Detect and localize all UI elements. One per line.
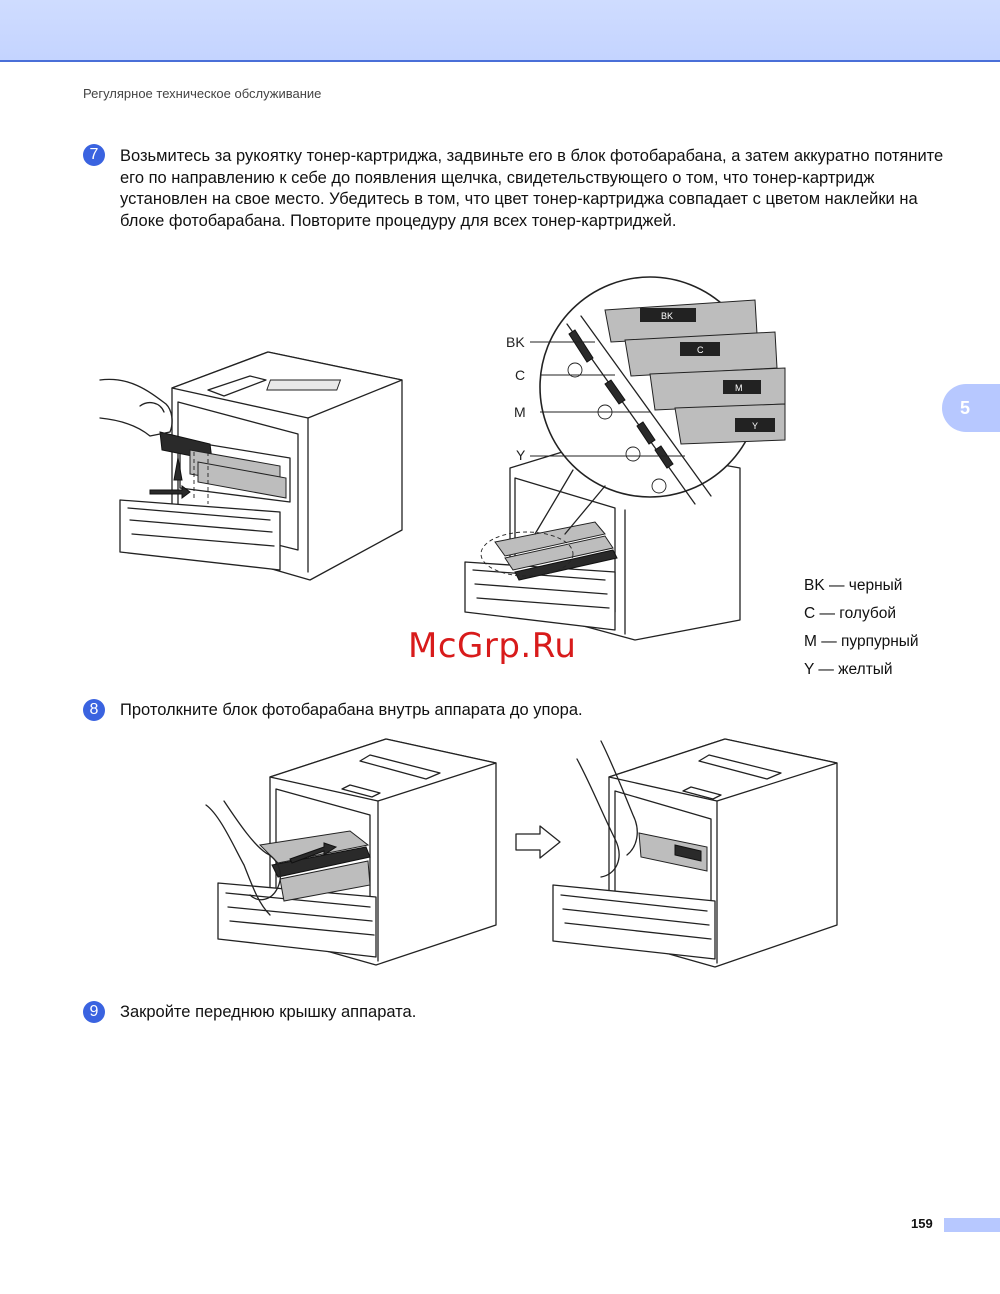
callout-bk: BK	[506, 334, 525, 350]
color-legend	[804, 576, 919, 688]
legend-item-bk: BK — черный	[804, 577, 903, 594]
step-number-badge: 8	[83, 699, 105, 721]
legend-item-c: C — голубой	[804, 605, 897, 622]
step-number-badge: 9	[83, 1001, 105, 1023]
cartridge-label-c: C	[697, 345, 704, 355]
callout-m: M	[514, 404, 526, 420]
step-text: Возьмитесь за рукоятку тонер-картриджа, задвиньте его в блок фотобарабана, а затем аккуратно потяните его по направлению к себе до появления щелчка, свидетельствующего о том, что тонер-картридж установлен на свое место. Убедитесь в том, что цвет тонер-картриджа совпадает с цветом наклейки на блоке фотобарабана. Повторите процедуру для всех тонер-картриджей.	[120, 147, 944, 230]
callout-y: Y	[516, 447, 526, 463]
watermark: McGrp.Ru	[408, 626, 577, 666]
drum-unit-inserted-illustration	[545, 735, 845, 975]
running-title: Регулярное техническое обслуживание	[83, 86, 322, 101]
chapter-tab[interactable]: 5	[942, 384, 1000, 432]
step-text: Закройте переднюю крышку аппарата.	[120, 1003, 417, 1021]
page-number: 159	[911, 1216, 933, 1231]
push-drum-unit-illustration	[200, 735, 500, 975]
drum-unit-magnified-illustration	[455, 272, 795, 642]
step-number-badge: 7	[83, 144, 105, 166]
callout-c: C	[515, 367, 526, 383]
step-text: Протолкните блок фотобарабана внутрь аппарата до упора.	[120, 701, 583, 719]
cartridge-label-y: Y	[752, 421, 759, 431]
cartridge-label-bk: BK	[661, 311, 674, 321]
legend-item-m: M — пурпурный	[804, 633, 919, 650]
footer-bar	[944, 1218, 1000, 1232]
legend-item-y: Y — желтый	[804, 661, 893, 678]
cartridge-label-m: M	[735, 383, 743, 393]
header-band	[0, 0, 1000, 62]
printer-toner-insert-illustration	[90, 340, 420, 600]
